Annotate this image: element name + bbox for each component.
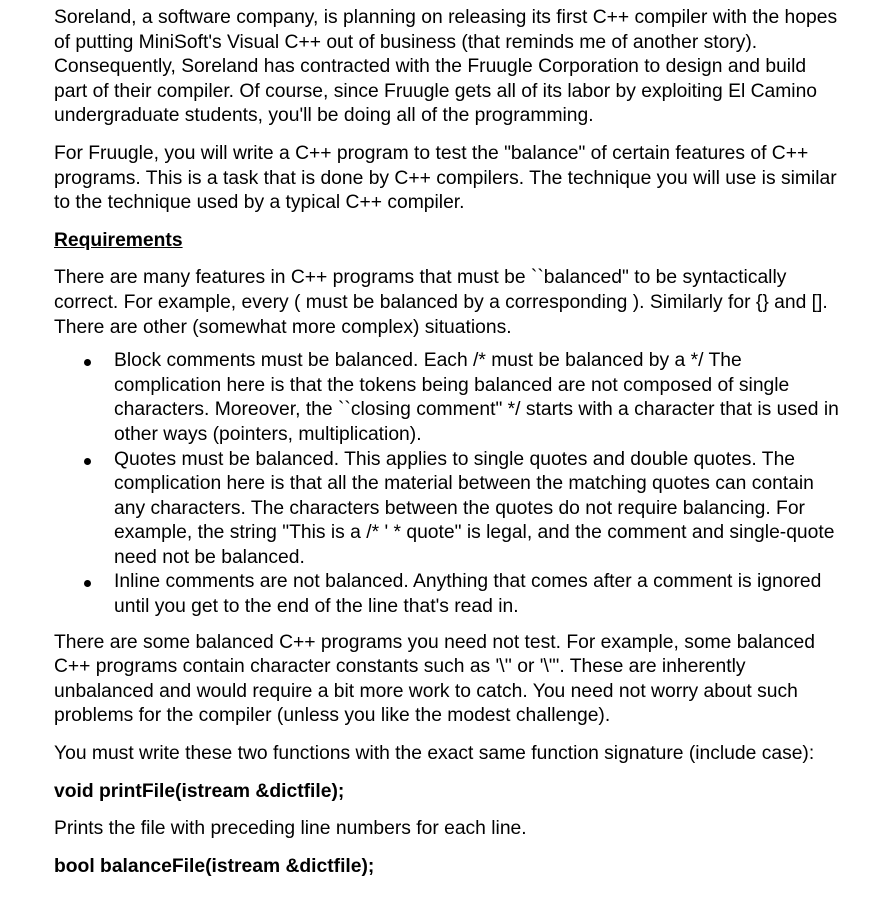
print-file-signature: void printFile(istream &dictfile); [54, 780, 345, 802]
requirements-heading: Requirements [54, 229, 183, 251]
balance-file-signature: bool balanceFile(istream &dictfile); [54, 855, 375, 877]
bullet-text: Inline comments are not balanced. Anything that comes after a comment is ignored until you get to the end of the line that's read in. [114, 571, 822, 618]
print-file-description: Prints the file with preceding line numbers for each line. [54, 818, 527, 840]
bullet-icon [84, 580, 91, 587]
task-paragraph: For Fruugle, you will write a C++ program to test the "balance" of certain features of C++ programs. This is a task that is done by C++ compilers. The technique you will use is similar to the technique used by a typical C++ compiler. [54, 142, 837, 214]
intro-paragraph: Soreland, a software company, is planning on releasing its first C++ compiler with the hopes of putting MiniSoft's Visual C++ out of business (that reminds me of another story). Consequently, Soreland has contracted with the Fruugle Corporation to design and build part of their compiler. Of course, since Fruugle gets all of its labor by exploiting El Camino undergraduate students, you'll be doing all of the programming. [54, 7, 838, 127]
functions-intro-paragraph: You must write these two functions with the exact same function signature (include case): [54, 743, 815, 765]
requirements-bullet-list [54, 349, 844, 620]
features-paragraph: There are many features in C++ programs that must be ``balanced" to be syntactically correct. For example, every ( must be balanced by a corresponding ). Similarly for {} and []. There are other (somewhat more complex) situations. [54, 267, 828, 338]
bullet-text: Block comments must be balanced. Each /* must be balanced by a */ The complication here is that the tokens being balanced are not composed of single characters. Moreover, the ``closing comment" */ starts with a character that is used in other ways (pointers, multiplication). [114, 350, 839, 445]
bullet-item-inline-comments [54, 570, 844, 619]
document-page [54, 6, 844, 892]
bullet-icon [84, 458, 91, 465]
exceptions-paragraph: There are some balanced C++ programs you need not test. For example, some balanced C++ programs contain character constants such as '\'' or '\"'. These are inherently unbalanced and would require a bit more work to catch. You need not worry about such problems for the compiler (unless you like the modest challenge). [54, 631, 815, 727]
bullet-item-block-comments [54, 349, 844, 447]
bullet-text: Quotes must be balanced. This applies to single quotes and double quotes. The complication here is that all the material between the matching quotes can contain any characters. The characters between the quotes do not require balancing. For example, the string "This is a /* ' * quote" is legal, and the comment and single-quote need not be balanced. [114, 448, 835, 568]
bullet-item-quotes [54, 448, 844, 571]
bullet-icon [84, 359, 91, 366]
